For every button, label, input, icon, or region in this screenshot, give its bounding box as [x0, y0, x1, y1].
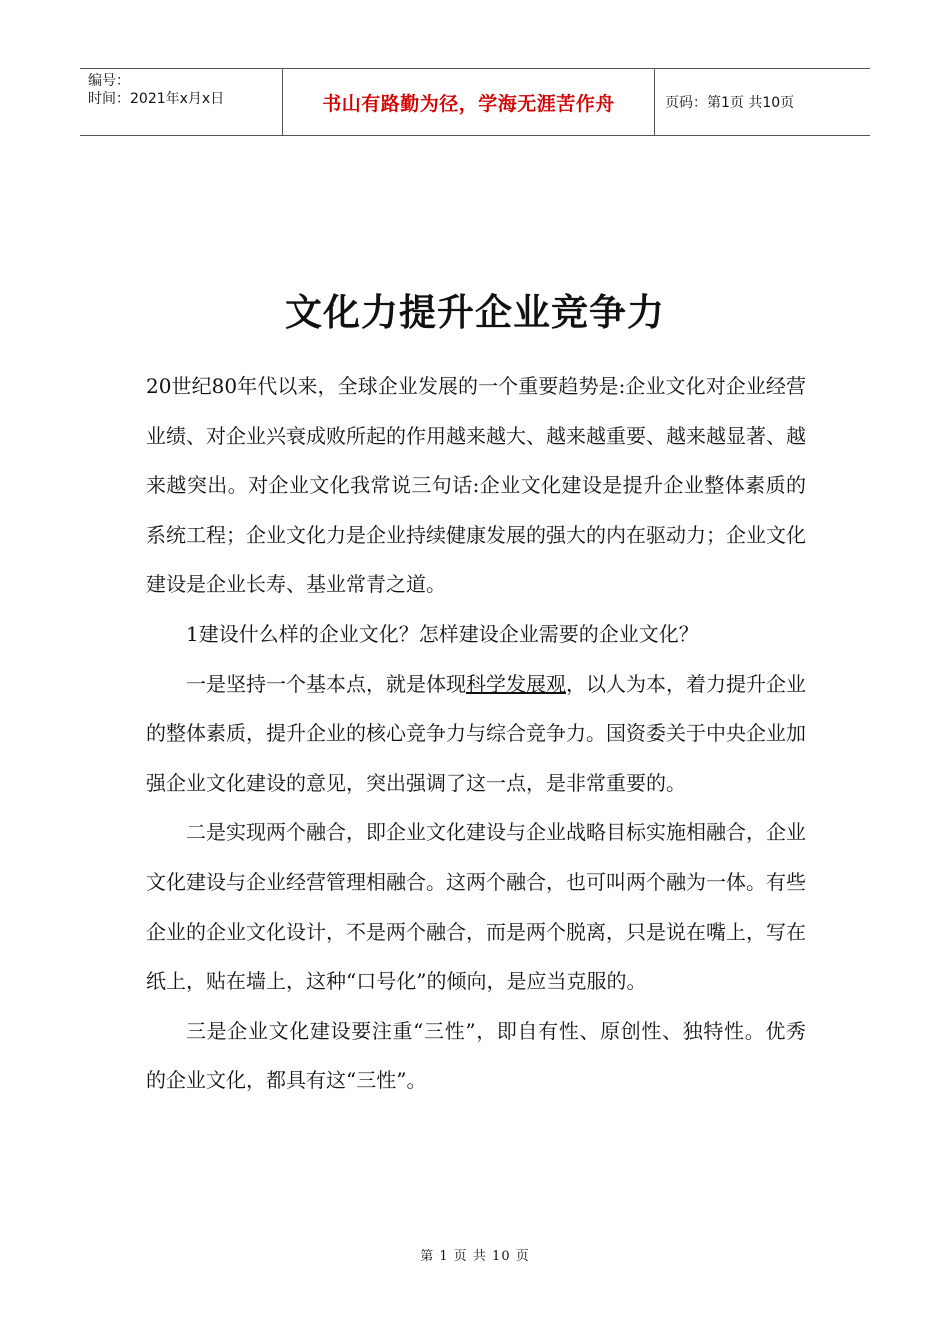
paragraph-4: 二是实现两个融合，即企业文化建设与企业战略目标实施相融合，企业文化建设与企业经营管理相融合。这两个融合，也可叫两个融为一体。有些企业的企业文化设计，不是两个融合，而是两个脱离，只是说在嘴上，写在纸上，贴在墙上，这种“口号化”的倾向，是应当克服的。	[146, 820, 806, 994]
header-table	[80, 68, 870, 136]
paragraph-1: 20世纪80年代以来，全球企业发展的一个重要趋势是:企业文化对企业经营业绩、对企业兴衰成败所起的作用越来越大、越来越重要、越来越显著、越来越突出。对企业文化我常说三句话:企业文化建设是提升企业整体素质的系统工程；企业文化力是企业持续健康发展的强大的内在驱动力；企业文化建设是企业长寿、基业常青之道。	[146, 374, 806, 597]
paragraph-3-text-a: 一是坚持一个基本点，就是体现	[186, 671, 466, 696]
page-footer: 第 1 页 共 10 页	[420, 1249, 530, 1264]
number-label: 编号：	[88, 73, 130, 89]
paragraph-3-text-b: ，以人为本，着力提升企业的整体素质，提升企业的核心竞争力与综合竞争力。国资委关于中央企业加强企业文化建设的意见，突出强调了这一点，是非常重要的。	[146, 671, 806, 795]
motto-text: 书山有路勤为径，学海无涯苦作舟	[322, 92, 615, 115]
document-title: 文化力提升企业竞争力	[285, 290, 665, 334]
header-meta-cell	[80, 69, 282, 135]
paragraph-3	[146, 660, 806, 809]
scientific-development-link[interactable]: 科学发展观	[466, 671, 566, 696]
header-motto-cell	[282, 69, 655, 135]
header-page-cell	[655, 69, 870, 135]
paragraph-5: 三是企业文化建设要注重“三性”，即自有性、原创性、独特性。优秀的企业文化，都具有这“三性”。	[146, 1018, 806, 1093]
time-label: 时间：2021年x月x日	[88, 91, 225, 107]
document-body	[146, 362, 806, 1106]
paragraph-2: 1建设什么样的企业文化？怎样建设企业需要的企业文化？	[186, 621, 699, 646]
page-info: 页码：第1页 共10页	[665, 95, 795, 111]
